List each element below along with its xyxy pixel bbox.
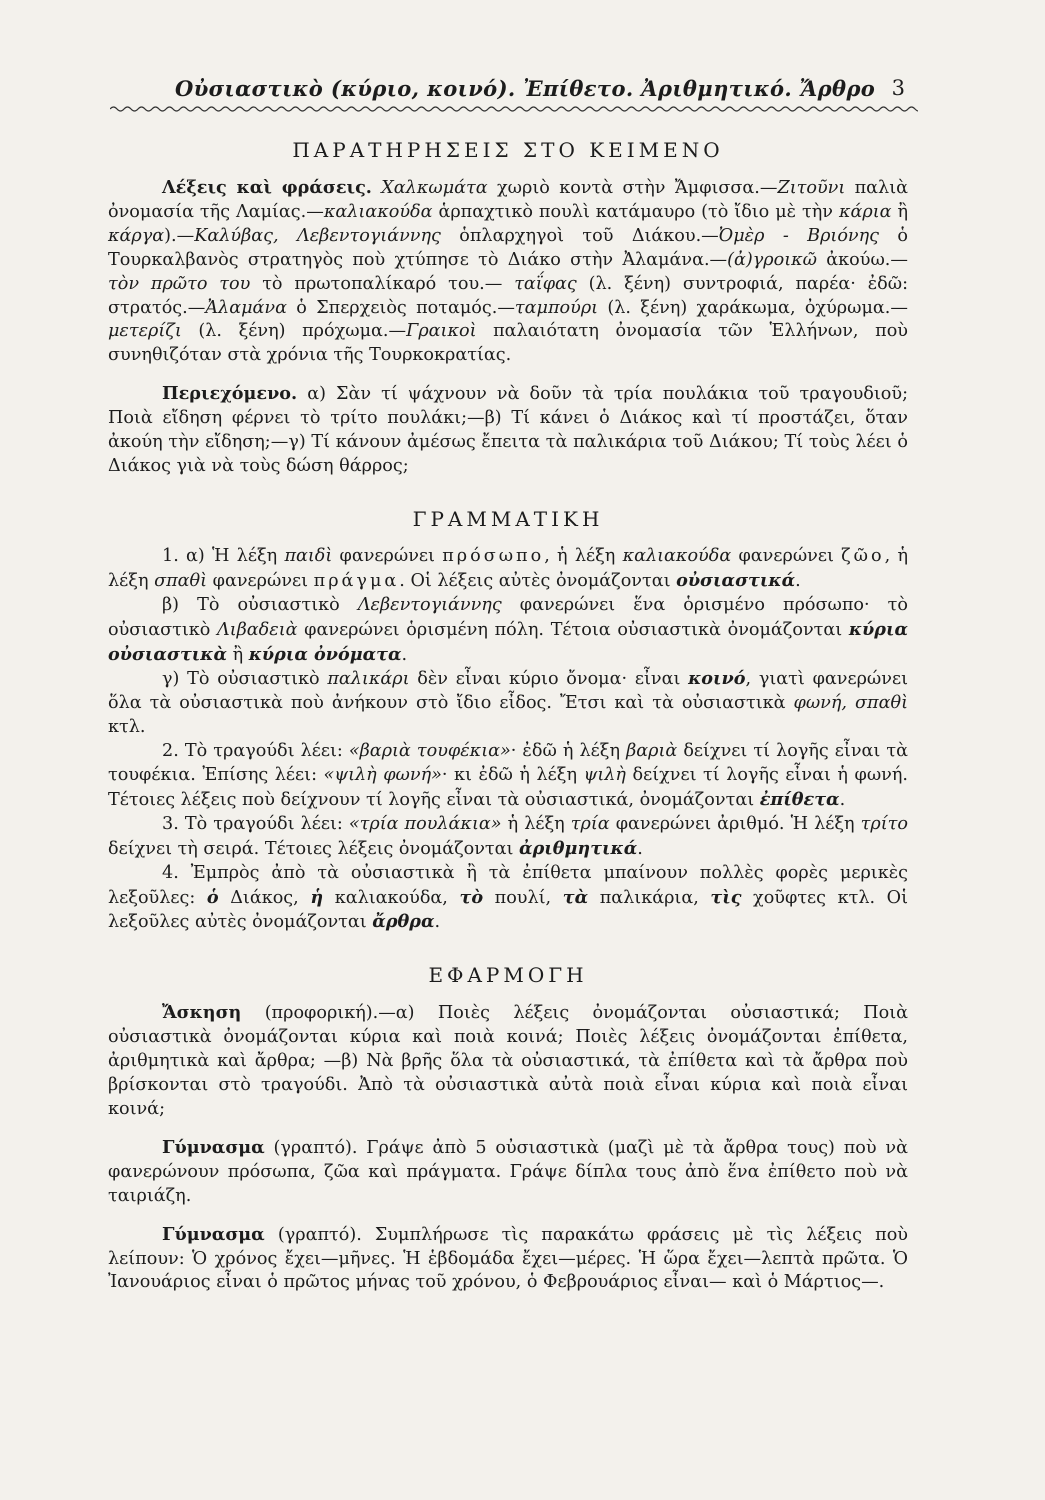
text: · ἐδῶ ἡ λέξη xyxy=(510,741,627,762)
spaced-word: πρόσωπο xyxy=(442,545,545,566)
vocab-definition: ὁπλαρχηγοὶ τοῦ Διάκου.— xyxy=(440,225,719,246)
spaced-word: ζῶο xyxy=(841,545,885,566)
grammar-point-3 xyxy=(108,813,908,862)
text: Διάκος, xyxy=(218,887,311,908)
text: . xyxy=(637,838,643,859)
exercise-written-2 xyxy=(108,1223,908,1296)
text: φανερώνει xyxy=(332,545,443,566)
term-highlight: κοινό xyxy=(688,668,746,690)
vocab-definition: παλιὰ ὀνομασία τῆς Λαμίας.— xyxy=(108,178,908,222)
vocab-term: Ἀλαμάνα xyxy=(205,297,287,318)
text: δείχνει τί λογῆς εἶναι τὰ τουφέκια. Ἐπίσης λέει: xyxy=(108,741,908,786)
quoted-phrase: «βαριὰ τουφέκια» xyxy=(348,741,511,762)
page-number: 3 xyxy=(891,76,905,100)
grammar-point-1a xyxy=(108,545,908,594)
body-text xyxy=(108,138,908,1295)
contents-paragraph xyxy=(108,382,908,479)
article-highlight: τὶς xyxy=(710,886,742,908)
text: φανερώνει xyxy=(207,570,314,591)
text: β) Τὸ οὐσιαστικὸ xyxy=(162,594,358,615)
text: φανερώνει ὁρισμένη πόλη. Τέτοια οὐσιαστικὰ ὀνομάζονται xyxy=(297,619,849,640)
notes-heading: ΠΑΡΑΤΗΡΗΣΕΙΣ ΣΤΟ ΚΕΙΜΕΝΟ xyxy=(292,138,724,162)
vocab-term: καλιακούδα xyxy=(323,201,433,222)
text: γ) Τὸ οὐσιαστικὸ xyxy=(162,669,328,690)
text: , ἡ λέξη xyxy=(544,545,623,566)
vocab-term: ταΐφας xyxy=(514,273,577,294)
vocab-term: μετερίζι xyxy=(108,321,182,342)
text: 3. Τὸ τραγούδι λέει: xyxy=(162,813,349,834)
text: ἢ xyxy=(227,644,249,665)
example-word: τρία xyxy=(570,813,610,834)
text: χοῦφτες κτλ. Οἱ λεξοῦλες αὐτὲς ὀνομάζονται xyxy=(108,887,908,933)
vocab-term: Χαλκωμάτα xyxy=(381,178,488,198)
article-highlight: ἡ xyxy=(310,886,324,908)
vocab-term: ταμπούρι xyxy=(514,297,599,318)
vocab-definition: ἢ xyxy=(891,201,908,222)
vocab-term: κάργα xyxy=(108,225,165,246)
term-highlight: κύρια οὐσιαστικὰ xyxy=(108,618,908,665)
vocab-term: Ζιτοῦνι xyxy=(777,178,846,198)
text: , ἡ λέξη xyxy=(108,545,909,591)
text: δὲν εἶναι κύριο ὄνομα· εἶναι xyxy=(409,669,689,690)
text: . Οἱ λέξεις αὐτὲς ὀνομάζονται xyxy=(399,570,677,591)
grammar-point-1b xyxy=(108,594,908,668)
text: φανερώνει xyxy=(731,545,842,566)
example-word: Λιβαδειὰ xyxy=(217,619,298,640)
article-highlight: τὰ xyxy=(562,886,589,908)
exercise-text: (προφορική).—α) Ποιὲς λέξεις ὀνομάζονται οὐσιαστικά; Ποιὰ οὐσιαστικὰ ὀνομάζονται κύρια καὶ ποιὰ κοινά; Ποιὲς λέξεις ὀνομάζονται ἐπίθετα, ἀριθμητικὰ καὶ ἄρθρα; —β) Νὰ βρῆς ὅλα τὰ οὐσιαστικά, τὰ ἐπίθετα καὶ τὰ ἄρθρα ποὺ βρίσκονται στὸ τραγούδι. Ἀπὸ τὰ οὐσιαστικὰ αὐτὰ ποιὰ εἶναι κύρια καὶ ποιὰ εἶναι κοινά; xyxy=(108,1003,908,1119)
vocab-definition: ).— xyxy=(164,225,195,246)
text: ἡ λέξη xyxy=(501,813,571,834)
term-highlight: κύρια ὀνόματα xyxy=(248,643,402,665)
exercise-label: Γύμνασμα xyxy=(162,1136,265,1158)
example-word: ψιλὴ xyxy=(583,765,626,786)
vocab-term: Ὀμὲρ - Βριόνης xyxy=(718,225,880,246)
vocab-definition: (λ. ξένη) συντροφιά, παρέα· ἐδῶ: στρατός.— xyxy=(108,273,908,318)
vocab-definition: χωριὸ κοντὰ στὴν Ἄμφισσα.— xyxy=(487,178,778,198)
example-word: τρίτο xyxy=(860,813,908,834)
contents-label: Περιεχόμενο. xyxy=(162,383,298,405)
text: δείχνει τὴ σειρά. Τέτοιες λέξεις ὀνομάζονται xyxy=(108,838,520,859)
exercise-text: (γραπτό). Γράψε ἀπὸ 5 οὐσιαστικὰ (μαζὶ μὲ τὰ ἄρθρα τους) ποὺ νὰ φανερώνουν πρόσωπα, ζῶα καὶ πράγματα. Γράψε δίπλα τους ἀπὸ ἕνα ἐπίθετο ποὺ νὰ ταιριάζη. xyxy=(108,1137,908,1206)
example-word: Λεβεντογιάννης xyxy=(357,594,502,615)
text: . xyxy=(839,789,846,810)
exercise-label: Ἄσκηση xyxy=(162,1002,242,1024)
vocab-definition: ἀκούω.— xyxy=(817,249,908,270)
vocab-definition: ὁ Σπερχειὸς ποταμός.— xyxy=(286,297,515,318)
running-header xyxy=(175,76,915,106)
application-heading: ΕΦΑΡΜΟΓΗ xyxy=(428,963,588,988)
vocab-definition: τὸ πρωτοπαλίκαρό του.— xyxy=(250,273,515,294)
grammar-point-1c xyxy=(108,667,908,740)
exercise-written-1 xyxy=(108,1136,908,1209)
exercise-oral xyxy=(108,1001,908,1122)
vocabulary-paragraph xyxy=(108,176,908,368)
example-word: παλικάρι xyxy=(327,669,410,690)
grammar-point-2 xyxy=(108,740,908,813)
spaced-word: πράγμα xyxy=(313,570,400,591)
text: , γιατὶ φανερώνει ὅλα τὰ οὐσιαστικὰ ποὺ ἀνήκουν στὸ ἴδιο εἶδος. Ἔτσι καὶ τὰ οὐσιαστικὰ xyxy=(108,669,908,714)
vocab-definition: ὁ Τουρκαλβανὸς στρατηγὸς ποὺ χτύπησε τὸ Διάκο στὴν Ἀλαμάνα.— xyxy=(108,225,909,270)
vocab-definition: παλαιότατη ὀνομασία τῶν Ἑλλήνων, ποὺ συνηθιζόταν στὰ χρόνια τῆς Τουρκοκρατίας. xyxy=(108,321,908,366)
term-highlight: ἐπίθετα xyxy=(759,788,840,810)
example-word: φωνή, σπαθὶ xyxy=(793,693,908,714)
vocab-term: τὸν πρῶτο του xyxy=(108,273,251,294)
text: 2. Τὸ τραγούδι λέει: xyxy=(162,741,349,762)
text: · κι ἐδῶ ἡ λέξη xyxy=(441,765,584,786)
vocab-term: Γραικοὶ xyxy=(406,321,477,342)
contents-text: α) Σὰν τί ψάχνουν νὰ δοῦν τὰ τρία πουλάκια τοῦ τραγουδιοῦ; Ποιὰ εἴδηση φέρνει τὸ τρίτο πουλάκι;—β) Τί κάνει ὁ Διάκος καὶ τί προστάζει, ὅταν ἀκούη τὴν εἴδηση;—γ) Τί κάνουν ἀμέσως ἔπειτα τὰ παλικάρια τοῦ Διάκου; Τί τοὺς λέει ὁ Διάκος γιὰ νὰ τοὺς δώση θάρρος; xyxy=(108,384,908,476)
vocab-term: Καλύβας, Λεβεντογιάννης xyxy=(194,225,441,246)
text: . xyxy=(434,912,441,933)
vocab-definition: (λ. ξένη) χαράκωμα, ὀχύρωμα.— xyxy=(598,297,908,318)
article-highlight: τὸ xyxy=(459,886,484,908)
wavy-rule-ornament xyxy=(110,103,918,115)
exercise-text: (γραπτό). Συμπλήρωσε τὶς παρακάτω φράσεις μὲ τὶς λέξεις ποὺ λείπουν: Ὁ χρόνος ἔχει—μῆνες. Ἡ ἑβδομάδα ἔχει—μέρες. Ἡ ὥρα ἔχει—λεπτὰ πρῶτα. Ὁ Ἰανουάριος εἶναι ὁ πρῶτος μήνας τοῦ χρόνου, ὁ Φεβρουάριος εἶναι— καὶ ὁ Μάρτιος—. xyxy=(108,1224,908,1293)
text: φανερώνει ἀριθμό. Ἡ λέξη xyxy=(609,813,861,834)
quoted-phrase: «τρία πουλάκια» xyxy=(348,813,502,834)
example-word: σπαθὶ xyxy=(154,570,208,591)
text: παλικάρια, xyxy=(588,887,711,908)
example-word: καλιακούδα xyxy=(622,545,732,566)
term-highlight: ἄρθρα xyxy=(372,911,435,933)
exercise-label: Γύμνασμα xyxy=(162,1223,265,1245)
vocab-definition: (λ. ξένη) πρόχωμα.— xyxy=(181,321,407,342)
text: φανερώνει ἕνα ὁρισμένο πρόσωπο· τὸ οὐσιαστικὸ xyxy=(108,594,908,640)
term-highlight: οὐσιαστικά xyxy=(676,569,796,591)
text: . xyxy=(795,570,801,591)
term-highlight: ἀριθμητικά xyxy=(519,837,638,859)
quoted-phrase: «ψιλὴ φωνή» xyxy=(323,765,442,786)
example-word: βαριὰ xyxy=(626,741,678,762)
header-title: Οὐσιαστικὸ (κύριο, κοινό). Ἐπίθετο. Ἀριθμητικό. Ἄρθρο xyxy=(175,76,876,101)
text: . xyxy=(401,644,408,665)
text: πουλί, xyxy=(483,887,563,908)
vocabulary-list xyxy=(108,178,908,365)
vocabulary-label: Λέξεις καὶ φράσεις. xyxy=(162,177,372,198)
example-word: παιδὶ xyxy=(284,545,333,566)
grammar-point-4 xyxy=(108,862,908,936)
text: κτλ. xyxy=(108,717,146,738)
grammar-heading: ΓΡΑΜΜΑΤΙΚΗ xyxy=(412,506,604,531)
vocab-term: (ἀ)γροικῶ xyxy=(727,249,817,270)
text: 1. α) Ἡ λέξη xyxy=(162,545,285,566)
vocab-term: κάρια xyxy=(838,201,892,222)
text: καλιακούδα, xyxy=(323,887,460,908)
text: 4. Ἐμπρὸς ἀπὸ τὰ οὐσιαστικὰ ἢ τὰ ἐπίθετα μπαίνουν πολλὲς φορὲς μερικὲς λεξοῦλες: xyxy=(108,862,908,908)
text: δείχνει τί λογῆς εἶναι ἡ φωνή. Τέτοιες λέξεις ποὺ δείχνουν τί λογῆς εἶναι τὰ οὐσιαστικά, ὀνομάζονται xyxy=(108,765,909,810)
vocab-definition: ἁρπαχτικὸ πουλὶ κατάμαυρο (τὸ ἴδιο μὲ τὴν xyxy=(432,201,839,222)
article-highlight: ὁ xyxy=(206,886,219,908)
